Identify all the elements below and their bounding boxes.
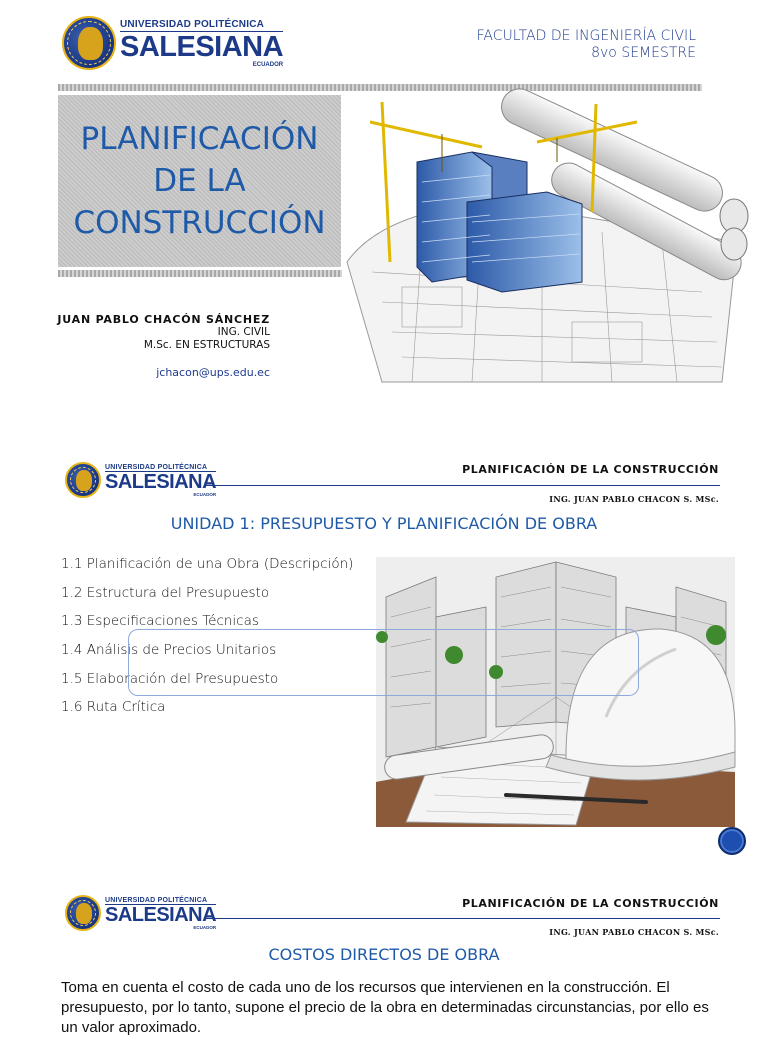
construction-blueprint-image	[342, 92, 748, 384]
header-rule	[204, 918, 720, 919]
title-divider	[58, 270, 342, 277]
logo-brand: SALESIANA	[105, 903, 217, 926]
logo-university-line: UNIVERSIDAD POLITÉCNICA	[105, 464, 216, 472]
list-item: 1.5 Elaboración del Presupuesto	[61, 670, 279, 687]
ups-logo-small	[65, 895, 216, 931]
logo-brand: SALESIANA	[105, 470, 217, 493]
list-item: 1.6 Ruta Crítica	[61, 699, 166, 716]
slide-nav-button[interactable]	[718, 827, 746, 855]
author-degree-1: ING. CIVIL	[217, 326, 270, 338]
list-item: 1.2 Estructura del Presupuesto	[61, 584, 270, 601]
logo-university-line: UNIVERSIDAD POLITÉCNICA	[105, 897, 216, 905]
header-rule	[204, 485, 720, 486]
cover-title-box	[58, 95, 341, 267]
highlight-box	[128, 629, 639, 696]
university-seal-icon	[62, 16, 116, 70]
ups-logo	[62, 16, 283, 70]
logo-university-line: UNIVERSIDAD POLITÉCNICA	[120, 19, 283, 32]
logo-country: ECUADOR	[252, 61, 284, 68]
list-item: 1.3 Especificaciones Técnicas	[61, 613, 259, 630]
author-block	[57, 313, 270, 379]
logo-country: ECUADOR	[193, 491, 217, 497]
cover-title-line-1: PLANIFICACIÓN	[80, 121, 319, 157]
logo-brand: SALESIANA	[120, 30, 284, 63]
cover-title-line-3: CONSTRUCCIÓN	[73, 205, 326, 241]
slide-header-subtitle: ING. JUAN PABLO CHACON S. MSc.	[549, 494, 719, 504]
list-item: 1.1 Planificación de una Obra (Descripción)	[61, 556, 354, 572]
university-seal-icon	[65, 462, 101, 498]
body-paragraph: Toma en cuenta el costo de cada uno de los recursos que intervienen en la construcción. El presupuesto, por lo tanto, supone el precio de la obra en determinadas circunstancias, por ello es un valor aproximado.	[61, 979, 709, 1036]
top-divider	[58, 84, 702, 91]
faculty-name: FACULTAD DE INGENIERÍA CIVIL	[476, 28, 696, 44]
section-title: COSTOS DIRECTOS DE OBRA	[268, 945, 500, 964]
unit-title: UNIDAD 1: PRESUPUESTO Y PLANIFICACIÓN DE OBRA	[170, 514, 598, 533]
semester-label: 8vo SEMESTRE	[591, 45, 696, 61]
ups-logo-small	[65, 462, 216, 498]
slide-header-subtitle: ING. JUAN PABLO CHACON S. MSc.	[549, 927, 719, 937]
logo-country: ECUADOR	[193, 924, 217, 930]
author-degree-2: M.Sc. EN ESTRUCTURAS	[143, 339, 270, 351]
author-email[interactable]: jchacon@ups.edu.ec	[156, 366, 270, 379]
list-item: 1.4 Análisis de Precios Unitarios	[61, 642, 277, 659]
university-seal-icon	[65, 895, 101, 931]
slide-header-title: PLANIFICACIÓN DE LA CONSTRUCCIÓN	[462, 897, 719, 910]
cover-title-line-2: DE LA	[153, 163, 246, 199]
faculty-info	[477, 28, 696, 62]
author-name: JUAN PABLO CHACÓN SÁNCHEZ	[57, 313, 270, 326]
slide-header-title: PLANIFICACIÓN DE LA CONSTRUCCIÓN	[462, 463, 719, 476]
